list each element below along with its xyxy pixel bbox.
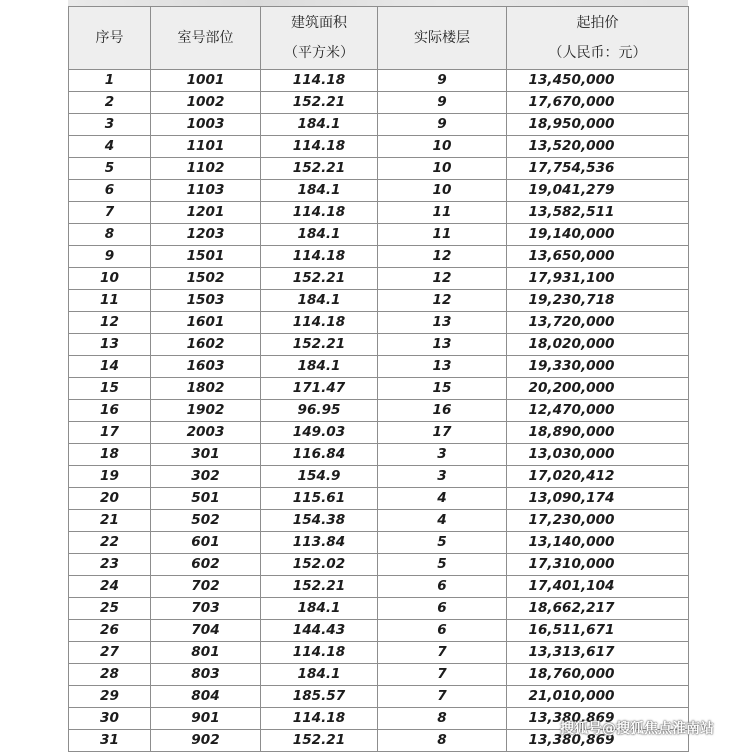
table-row: [69, 180, 689, 202]
header-row: [69, 7, 689, 70]
cell-price: 18,020,000: [507, 334, 689, 356]
table-row: [69, 246, 689, 268]
cell-index: 23: [69, 554, 151, 576]
header-price-line1: 起拍价: [576, 15, 619, 31]
cell-price: 13,380,869: [507, 730, 689, 752]
cell-unit: 601: [151, 532, 261, 554]
cell-price: 19,140,000: [507, 224, 689, 246]
table-row: [69, 422, 689, 444]
cell-price: 18,662,217: [507, 598, 689, 620]
cell-price: 18,760,000: [507, 664, 689, 686]
cell-area: 184.1: [261, 114, 378, 136]
cell-index: 11: [69, 290, 151, 312]
cell-area: 152.02: [261, 554, 378, 576]
cell-area: 114.18: [261, 246, 378, 268]
watermark-text: 搜狐号@搜狐焦点淮南站: [560, 721, 714, 737]
cell-price: 18,890,000: [507, 422, 689, 444]
cell-price: 19,041,279: [507, 180, 689, 202]
cell-unit: 602: [151, 554, 261, 576]
cell-floor: 13: [378, 312, 507, 334]
cell-price: 17,401,104: [507, 576, 689, 598]
cell-floor: 10: [378, 136, 507, 158]
cell-index: 4: [69, 136, 151, 158]
cell-floor: 10: [378, 158, 507, 180]
cell-floor: 3: [378, 444, 507, 466]
table-row: [69, 114, 689, 136]
cell-area: 184.1: [261, 664, 378, 686]
cell-index: 22: [69, 532, 151, 554]
table-row: [69, 664, 689, 686]
cell-price: 17,020,412: [507, 466, 689, 488]
cell-area: 114.18: [261, 708, 378, 730]
cell-floor: 3: [378, 466, 507, 488]
cell-area: 96.95: [261, 400, 378, 422]
cell-area: 171.47: [261, 378, 378, 400]
cell-price: 16,511,671: [507, 620, 689, 642]
header-index: 序号: [69, 7, 151, 70]
table-row: [69, 312, 689, 334]
cell-floor: 7: [378, 664, 507, 686]
cell-floor: 9: [378, 114, 507, 136]
cell-floor: 6: [378, 576, 507, 598]
table-row: [69, 268, 689, 290]
cell-price: 13,450,000: [507, 70, 689, 92]
table-row: [69, 598, 689, 620]
cell-index: 1: [69, 70, 151, 92]
cell-unit: 1501: [151, 246, 261, 268]
cell-price: 17,310,000: [507, 554, 689, 576]
cell-unit: 1002: [151, 92, 261, 114]
table-row: [69, 466, 689, 488]
table-row: [69, 136, 689, 158]
cell-price: 13,030,000: [507, 444, 689, 466]
table-row: [69, 378, 689, 400]
cell-area: 144.43: [261, 620, 378, 642]
cell-unit: 1102: [151, 158, 261, 180]
cell-index: 24: [69, 576, 151, 598]
cell-unit: 1003: [151, 114, 261, 136]
cell-index: 31: [69, 730, 151, 752]
cell-unit: 1201: [151, 202, 261, 224]
cell-floor: 15: [378, 378, 507, 400]
cell-floor: 7: [378, 686, 507, 708]
cell-price: 13,720,000: [507, 312, 689, 334]
cell-index: 25: [69, 598, 151, 620]
cell-area: 185.57: [261, 686, 378, 708]
cell-floor: 4: [378, 488, 507, 510]
cell-floor: 12: [378, 268, 507, 290]
cell-index: 7: [69, 202, 151, 224]
table-row: [69, 202, 689, 224]
cell-index: 20: [69, 488, 151, 510]
cell-area: 154.38: [261, 510, 378, 532]
cell-floor: 9: [378, 92, 507, 114]
cell-unit: 702: [151, 576, 261, 598]
cell-area: 116.84: [261, 444, 378, 466]
cell-index: 15: [69, 378, 151, 400]
cell-floor: 17: [378, 422, 507, 444]
cell-unit: 804: [151, 686, 261, 708]
cell-index: 27: [69, 642, 151, 664]
cell-area: 184.1: [261, 224, 378, 246]
cell-price: 19,330,000: [507, 356, 689, 378]
cell-area: 149.03: [261, 422, 378, 444]
cell-index: 2: [69, 92, 151, 114]
cell-area: 114.18: [261, 312, 378, 334]
cell-price: 13,313,617: [507, 642, 689, 664]
cell-index: 30: [69, 708, 151, 730]
table-row: [69, 488, 689, 510]
cell-price: 13,582,511: [507, 202, 689, 224]
cell-floor: 8: [378, 708, 507, 730]
table-row: [69, 224, 689, 246]
table-row: [69, 642, 689, 664]
header-area-line1: 建筑面积: [291, 15, 347, 31]
cell-unit: 1001: [151, 70, 261, 92]
table-row: [69, 356, 689, 378]
cell-unit: 703: [151, 598, 261, 620]
table-row: [69, 158, 689, 180]
header-unit: 室号部位: [151, 7, 261, 70]
cell-floor: 13: [378, 356, 507, 378]
cell-floor: 11: [378, 202, 507, 224]
cell-price: 17,670,000: [507, 92, 689, 114]
cell-unit: 1502: [151, 268, 261, 290]
cell-price: 13,650,000: [507, 246, 689, 268]
cell-index: 5: [69, 158, 151, 180]
cell-index: 18: [69, 444, 151, 466]
cell-area: 114.18: [261, 70, 378, 92]
cell-unit: 1203: [151, 224, 261, 246]
table-body: [69, 70, 689, 752]
cell-unit: 1603: [151, 356, 261, 378]
cell-index: 26: [69, 620, 151, 642]
table-row: [69, 444, 689, 466]
table-row: [69, 620, 689, 642]
cell-area: 114.18: [261, 202, 378, 224]
cell-unit: 1103: [151, 180, 261, 202]
cell-area: 152.21: [261, 158, 378, 180]
cell-index: 13: [69, 334, 151, 356]
cell-floor: 8: [378, 730, 507, 752]
cell-unit: 803: [151, 664, 261, 686]
header-floor: 实际楼层: [378, 7, 507, 70]
cell-unit: 501: [151, 488, 261, 510]
cell-index: 28: [69, 664, 151, 686]
cell-area: 184.1: [261, 290, 378, 312]
cell-floor: 7: [378, 642, 507, 664]
cell-floor: 9: [378, 70, 507, 92]
cell-unit: 1902: [151, 400, 261, 422]
cell-price: 13,140,000: [507, 532, 689, 554]
cell-price: 21,010,000: [507, 686, 689, 708]
cell-index: 21: [69, 510, 151, 532]
cell-area: 152.21: [261, 730, 378, 752]
cell-area: 152.21: [261, 576, 378, 598]
cell-price: 19,230,718: [507, 290, 689, 312]
cell-price: 13,090,174: [507, 488, 689, 510]
header-area: [261, 7, 378, 70]
cell-index: 12: [69, 312, 151, 334]
header-area-line2: （平方米）: [284, 45, 354, 61]
header-price-line2: （人民币：元）: [548, 45, 647, 61]
cell-area: 184.1: [261, 356, 378, 378]
cell-floor: 5: [378, 554, 507, 576]
cell-floor: 5: [378, 532, 507, 554]
table-row: [69, 92, 689, 114]
cell-area: 184.1: [261, 180, 378, 202]
table-row: [69, 400, 689, 422]
cell-floor: 10: [378, 180, 507, 202]
cell-price: 12,470,000: [507, 400, 689, 422]
cell-price: 17,754,536: [507, 158, 689, 180]
cell-unit: 901: [151, 708, 261, 730]
cell-area: 152.21: [261, 92, 378, 114]
cell-unit: 1602: [151, 334, 261, 356]
cell-floor: 16: [378, 400, 507, 422]
cell-price: 18,950,000: [507, 114, 689, 136]
cell-index: 29: [69, 686, 151, 708]
cell-price: 17,931,100: [507, 268, 689, 290]
cell-unit: 1802: [151, 378, 261, 400]
cell-area: 114.18: [261, 642, 378, 664]
cell-price: 20,200,000: [507, 378, 689, 400]
cell-index: 10: [69, 268, 151, 290]
cell-unit: 801: [151, 642, 261, 664]
cell-price: 17,230,000: [507, 510, 689, 532]
cell-index: 8: [69, 224, 151, 246]
table-row: [69, 290, 689, 312]
table-row: [69, 334, 689, 356]
cell-floor: 6: [378, 620, 507, 642]
cell-area: 152.21: [261, 334, 378, 356]
cell-area: 113.84: [261, 532, 378, 554]
cell-area: 114.18: [261, 136, 378, 158]
cell-index: 17: [69, 422, 151, 444]
cell-index: 9: [69, 246, 151, 268]
cell-index: 19: [69, 466, 151, 488]
cell-floor: 6: [378, 598, 507, 620]
table-row: [69, 532, 689, 554]
cell-unit: 1101: [151, 136, 261, 158]
cell-floor: 11: [378, 224, 507, 246]
cell-index: 6: [69, 180, 151, 202]
cell-area: 115.61: [261, 488, 378, 510]
cell-floor: 4: [378, 510, 507, 532]
cell-unit: 2003: [151, 422, 261, 444]
table-header: [69, 7, 689, 70]
cell-index: 16: [69, 400, 151, 422]
cropped-footer-strip: [420, 738, 700, 745]
cell-price: 13,380,869: [507, 708, 689, 730]
cell-area: 184.1: [261, 598, 378, 620]
cell-area: 152.21: [261, 268, 378, 290]
cell-floor: 12: [378, 290, 507, 312]
cell-index: 3: [69, 114, 151, 136]
table-row: [69, 686, 689, 708]
cell-unit: 704: [151, 620, 261, 642]
table-row: [69, 510, 689, 532]
cell-unit: 301: [151, 444, 261, 466]
cell-unit: 1601: [151, 312, 261, 334]
cell-unit: 1503: [151, 290, 261, 312]
table-row: [69, 576, 689, 598]
cell-unit: 902: [151, 730, 261, 752]
cell-unit: 302: [151, 466, 261, 488]
cell-area: 154.9: [261, 466, 378, 488]
table-row: [69, 70, 689, 92]
table-row: [69, 554, 689, 576]
cell-unit: 502: [151, 510, 261, 532]
auction-price-table: [68, 6, 689, 752]
cell-floor: 12: [378, 246, 507, 268]
cell-price: 13,520,000: [507, 136, 689, 158]
cell-index: 14: [69, 356, 151, 378]
header-price: [507, 7, 689, 70]
cell-floor: 13: [378, 334, 507, 356]
